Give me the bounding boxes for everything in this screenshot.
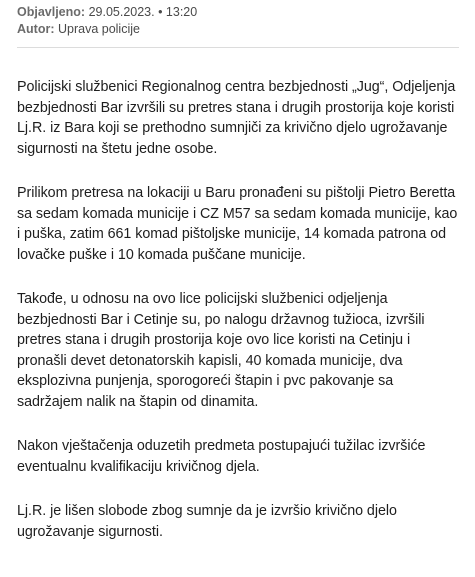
- article-meta: [17, 0, 459, 38]
- published-label: Objavljeno:: [17, 5, 86, 19]
- published-value: 29.05.2023. • 13:20: [88, 5, 198, 19]
- published-row: [17, 4, 459, 21]
- article-paragraph: Prilikom pretresa na lokaciji u Baru pronađeni su pištolji Pietro Beretta sa sedam komada municije i CZ M57 sa sedam komada municije, kao i puška, zatim 661 komad pištoljske municije, 14 komada patrona od lovačke puške i 10 komada puščane municije.: [17, 185, 458, 263]
- article-body: [17, 77, 459, 542]
- meta-divider: [17, 47, 459, 48]
- article-paragraph: Policijski službenici Regionalnog centra bezbjednosti „Jug“, Odjeljenja bezbjednosti Bar izvršili su pretres stana i drugih prostorija koje koristi Lj.R. iz Bara koji se prethodno sumnjiči za krivično djelo ugrožavanje sigurnosti na štetu jedne osobe.: [17, 79, 456, 157]
- article-paragraph: Lj.R. je lišen slobode zbog sumnje da je izvršio krivično djelo ugrožavanje sigurnosti.: [17, 503, 397, 540]
- article-paragraph: Takođe, u odnosu na ovo lice policijski službenici odjeljenja bezbjednosti Bar i Cetinje su, po nalogu državnog tužioca, izvršili pretres stana i drugih prostorija koje ovo lice koristi na Cetinju i pronašli devet detonatorskih kapisli, 40 komada municije, dva eksplozivna punjenja, sporogoreći štapin i pvc pakovanje sa sadržajem nalik na štapin od dinamita.: [17, 291, 425, 410]
- author-label: Autor:: [17, 22, 55, 36]
- author-row: [17, 21, 459, 38]
- author-value: Uprava policije: [57, 22, 140, 36]
- article-paragraph: Nakon vještačenja oduzetih predmeta postupajući tužilac izvršiće eventualnu kvalifikaciju krivičnog djela.: [17, 438, 426, 475]
